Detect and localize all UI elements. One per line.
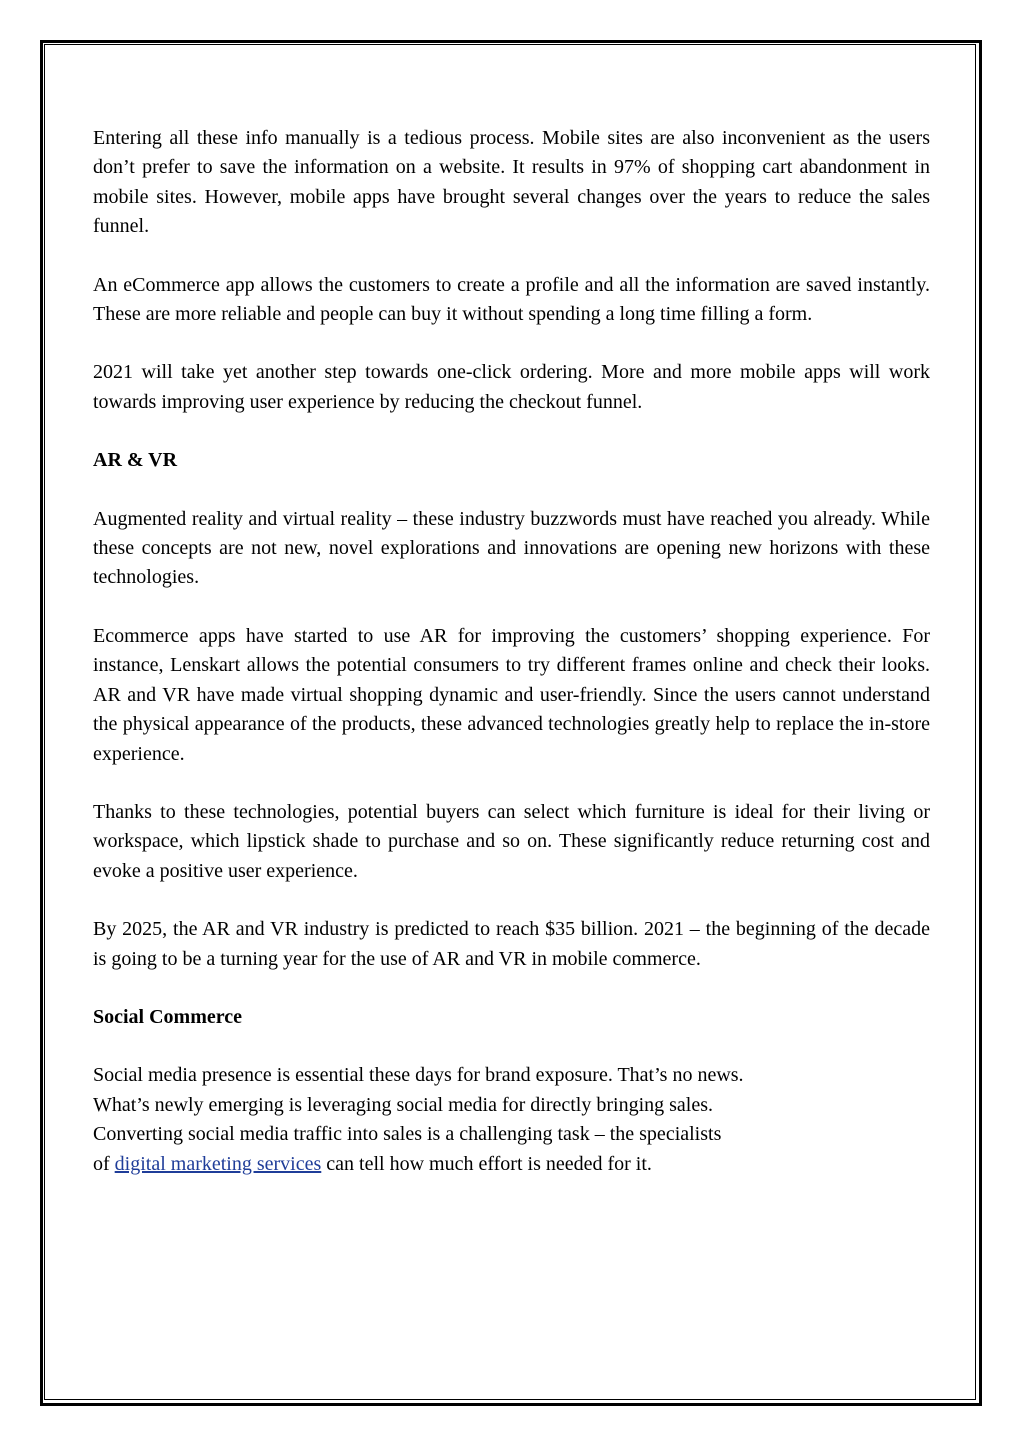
paragraph-social-commerce [93, 1061, 930, 1179]
paragraph-ar-vr-intro: Augmented reality and virtual reality – these industry buzzwords must have reached you already. While these concepts are not new, novel explorations and innovations are opening new horizons with these technologies. [93, 507, 930, 589]
paragraph-technologies-benefits: Thanks to these technologies, potential buyers can select which furniture is ideal for their living or workspace, which lipstick shade to purchase and so on. These significantly reduce returning cost and evoke a positive user experience. [93, 800, 930, 882]
digital-marketing-services-link[interactable]: digital marketing services [114, 1152, 322, 1175]
social-line-2: What’s newly emerging is leveraging social media for directly bringing sales. [93, 1093, 714, 1116]
document-body [93, 124, 930, 1208]
paragraph-ar-ecommerce: Ecommerce apps have started to use AR for improving the customers’ shopping experience. For instance, Lenskart allows the potential consumers to try different frames online and check their looks. AR and VR have made virtual shopping dynamic and user-friendly. Since the users cannot understand the physical appearance of the products, these advanced technologies greatly help to replace the in-store experience. [93, 624, 930, 765]
social-line-3: Converting social media traffic into sales is a challenging task – the specialists [93, 1123, 722, 1146]
social-line-4-prefix: of [93, 1152, 115, 1175]
heading-social-commerce: Social Commerce [93, 1005, 243, 1028]
paragraph-mobile-sites: Entering all these info manually is a tedious process. Mobile sites are also inconvenient as the users don’t prefer to save the information on a website. It results in 97% of shopping cart abandonment in mobile sites. However, mobile apps have brought several changes over the years to reduce the sales funnel. [93, 127, 930, 238]
social-line-4-suffix: can tell how much effort is needed for it. [321, 1152, 652, 1175]
social-line-1: Social media presence is essential these days for brand exposure. That’s no news. [93, 1064, 744, 1087]
heading-ar-vr: AR & VR [93, 449, 178, 472]
paragraph-ecommerce-app: An eCommerce app allows the customers to create a profile and all the information are saved instantly. These are more reliable and people can buy it without spending a long time filling a form. [93, 273, 930, 326]
paragraph-ar-vr-forecast: By 2025, the AR and VR industry is predicted to reach $35 billion. 2021 – the beginning of the decade is going to be a turning year for the use of AR and VR in mobile commerce. [93, 918, 930, 970]
paragraph-one-click-ordering: 2021 will take yet another step towards one-click ordering. More and more mobile apps will work towards improving user experience by reducing the checkout funnel. [93, 361, 930, 413]
